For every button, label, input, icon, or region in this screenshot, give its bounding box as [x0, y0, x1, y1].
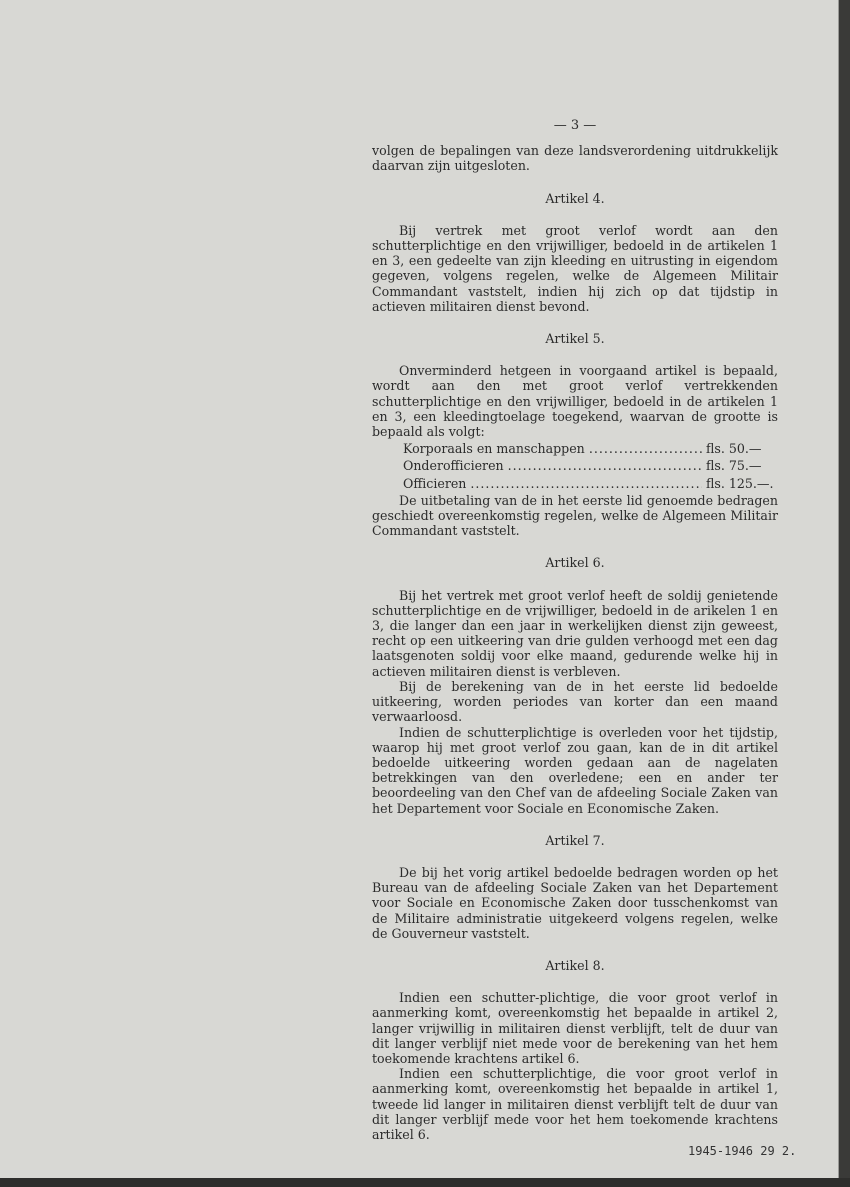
article-heading: Artikel 8.	[545, 957, 605, 973]
scan-border	[0, 1178, 850, 1187]
article-paragraph: De bij het vorig artikel bedoelde bedragen worden op het Bureau van de afdeeling Sociale Zaken van het Departement voor Sociale en Economische Zaken door tusschenkomst van de Militaire administratie uitgekeerd volgens regelen, welke de Gouverneur vaststelt.	[372, 864, 778, 941]
allowance-table	[372, 441, 778, 491]
allowance-rank: Officieren	[403, 475, 467, 491]
allowance-row	[372, 441, 778, 456]
article-heading: Artikel 7.	[545, 832, 605, 848]
date-stamp: 1945-1946 29 2.	[688, 1144, 797, 1158]
allowance-amount: fls. 75.—	[706, 458, 762, 474]
article-paragraph: Indien de schutterplichtige is overleden voor het tijdstip, waarop hij met groot verlof zou gaan, kan de in dit artikel bedoelde uitkeering worden gedaan aan de nagelaten betrekkingen van den overledene; een en ander ter beoordeeling van den Chef van de afdeeling Sociale Zaken van het Departement voor Sociale en Economische Zaken.	[372, 724, 778, 816]
article-paragraph: Indien een schutter-plichtige, die voor groot verlof in aanmerking komt, overeenkomstig het bepaalde in artikel 2, langer vrijwillig in militairen dienst verblijft, telt de duur van dit langer verblijf niet mede voor de berekening van het hem toekomende krachtens artikel 6.	[372, 990, 778, 1066]
article-heading: Artikel 4.	[545, 190, 605, 206]
article-paragraph: Bij de berekening van de in het eerste lid bedoelde uitkeering, worden periodes van korter dan een maand verwaarloosd.	[372, 678, 778, 725]
article-heading: Artikel 5.	[545, 331, 605, 347]
page-number: — 3 —	[553, 118, 597, 133]
allowance-rank: Korporaals en manschappen	[403, 441, 585, 457]
article-paragraph: Indien een schutterplichtige, die voor groot verlof in aanmerking komt, overeenkomstig het bepaalde in artikel 1, tweede lid langer in militairen dienst verblijft telt de duur van dit langer verblijf mede voor het hem toekomende krachtens artikel 6.	[372, 1066, 778, 1142]
article-heading: Artikel 6.	[545, 555, 605, 571]
opening-paragraph: volgen de bepalingen van deze landsverordening uitdrukkelijk daarvan zijn uitgesloten.	[372, 143, 778, 174]
allowance-rank: Onderofficieren	[403, 458, 504, 474]
article-paragraph: Bij vertrek met groot verlof wordt aan den schutterplichtige en den vrijwilliger, bedoeld in de artikelen 1 en 3, een gedeelte van zijn kleeding en uitrusting in eigendom gegeven, volgens regelen, welke de Algemeen Militair Commandant vaststelt, indien hij zich op dat tijdstip in actieven militairen dienst bevond.	[372, 222, 778, 314]
article-paragraph: Onverminderd hetgeen in voorgaand artikel is bepaald, wordt aan den met groot verlof vertrekkenden schutterplichtige en den vrijwilliger, bedoeld in de artikelen 1 en 3, een kleedingtoelage toegekend, waarvan de grootte is bepaald als volgt:	[372, 363, 778, 440]
leader-dots	[508, 458, 702, 473]
allowance-amount: fls. 50.—	[706, 441, 762, 457]
allowance-row	[372, 458, 778, 473]
article-paragraph: Bij het vertrek met groot verlof heeft de soldij genietende schutterplichtige en de vrijwilliger, bedoeld in de arikelen 1 en 3, die langer dan een jaar in werkelijken dienst zijn geweest, recht op een uitkeering van drie gulden verhoogd met een dag laatsgenoten soldij voor elke maand, gedurende welke hij in actieven militairen dienst is verbleven.	[372, 587, 778, 679]
allowance-row	[372, 476, 778, 491]
leader-dots	[470, 476, 702, 491]
leader-dots	[589, 441, 702, 456]
text-column	[372, 118, 778, 1142]
article-paragraph: De uitbetaling van de in het eerste lid genoemde bedragen geschiedt overeenkomstig regelen, welke de Algemeen Militair Commandant vaststelt.	[372, 492, 778, 539]
allowance-amount: fls. 125.—.	[706, 475, 774, 491]
